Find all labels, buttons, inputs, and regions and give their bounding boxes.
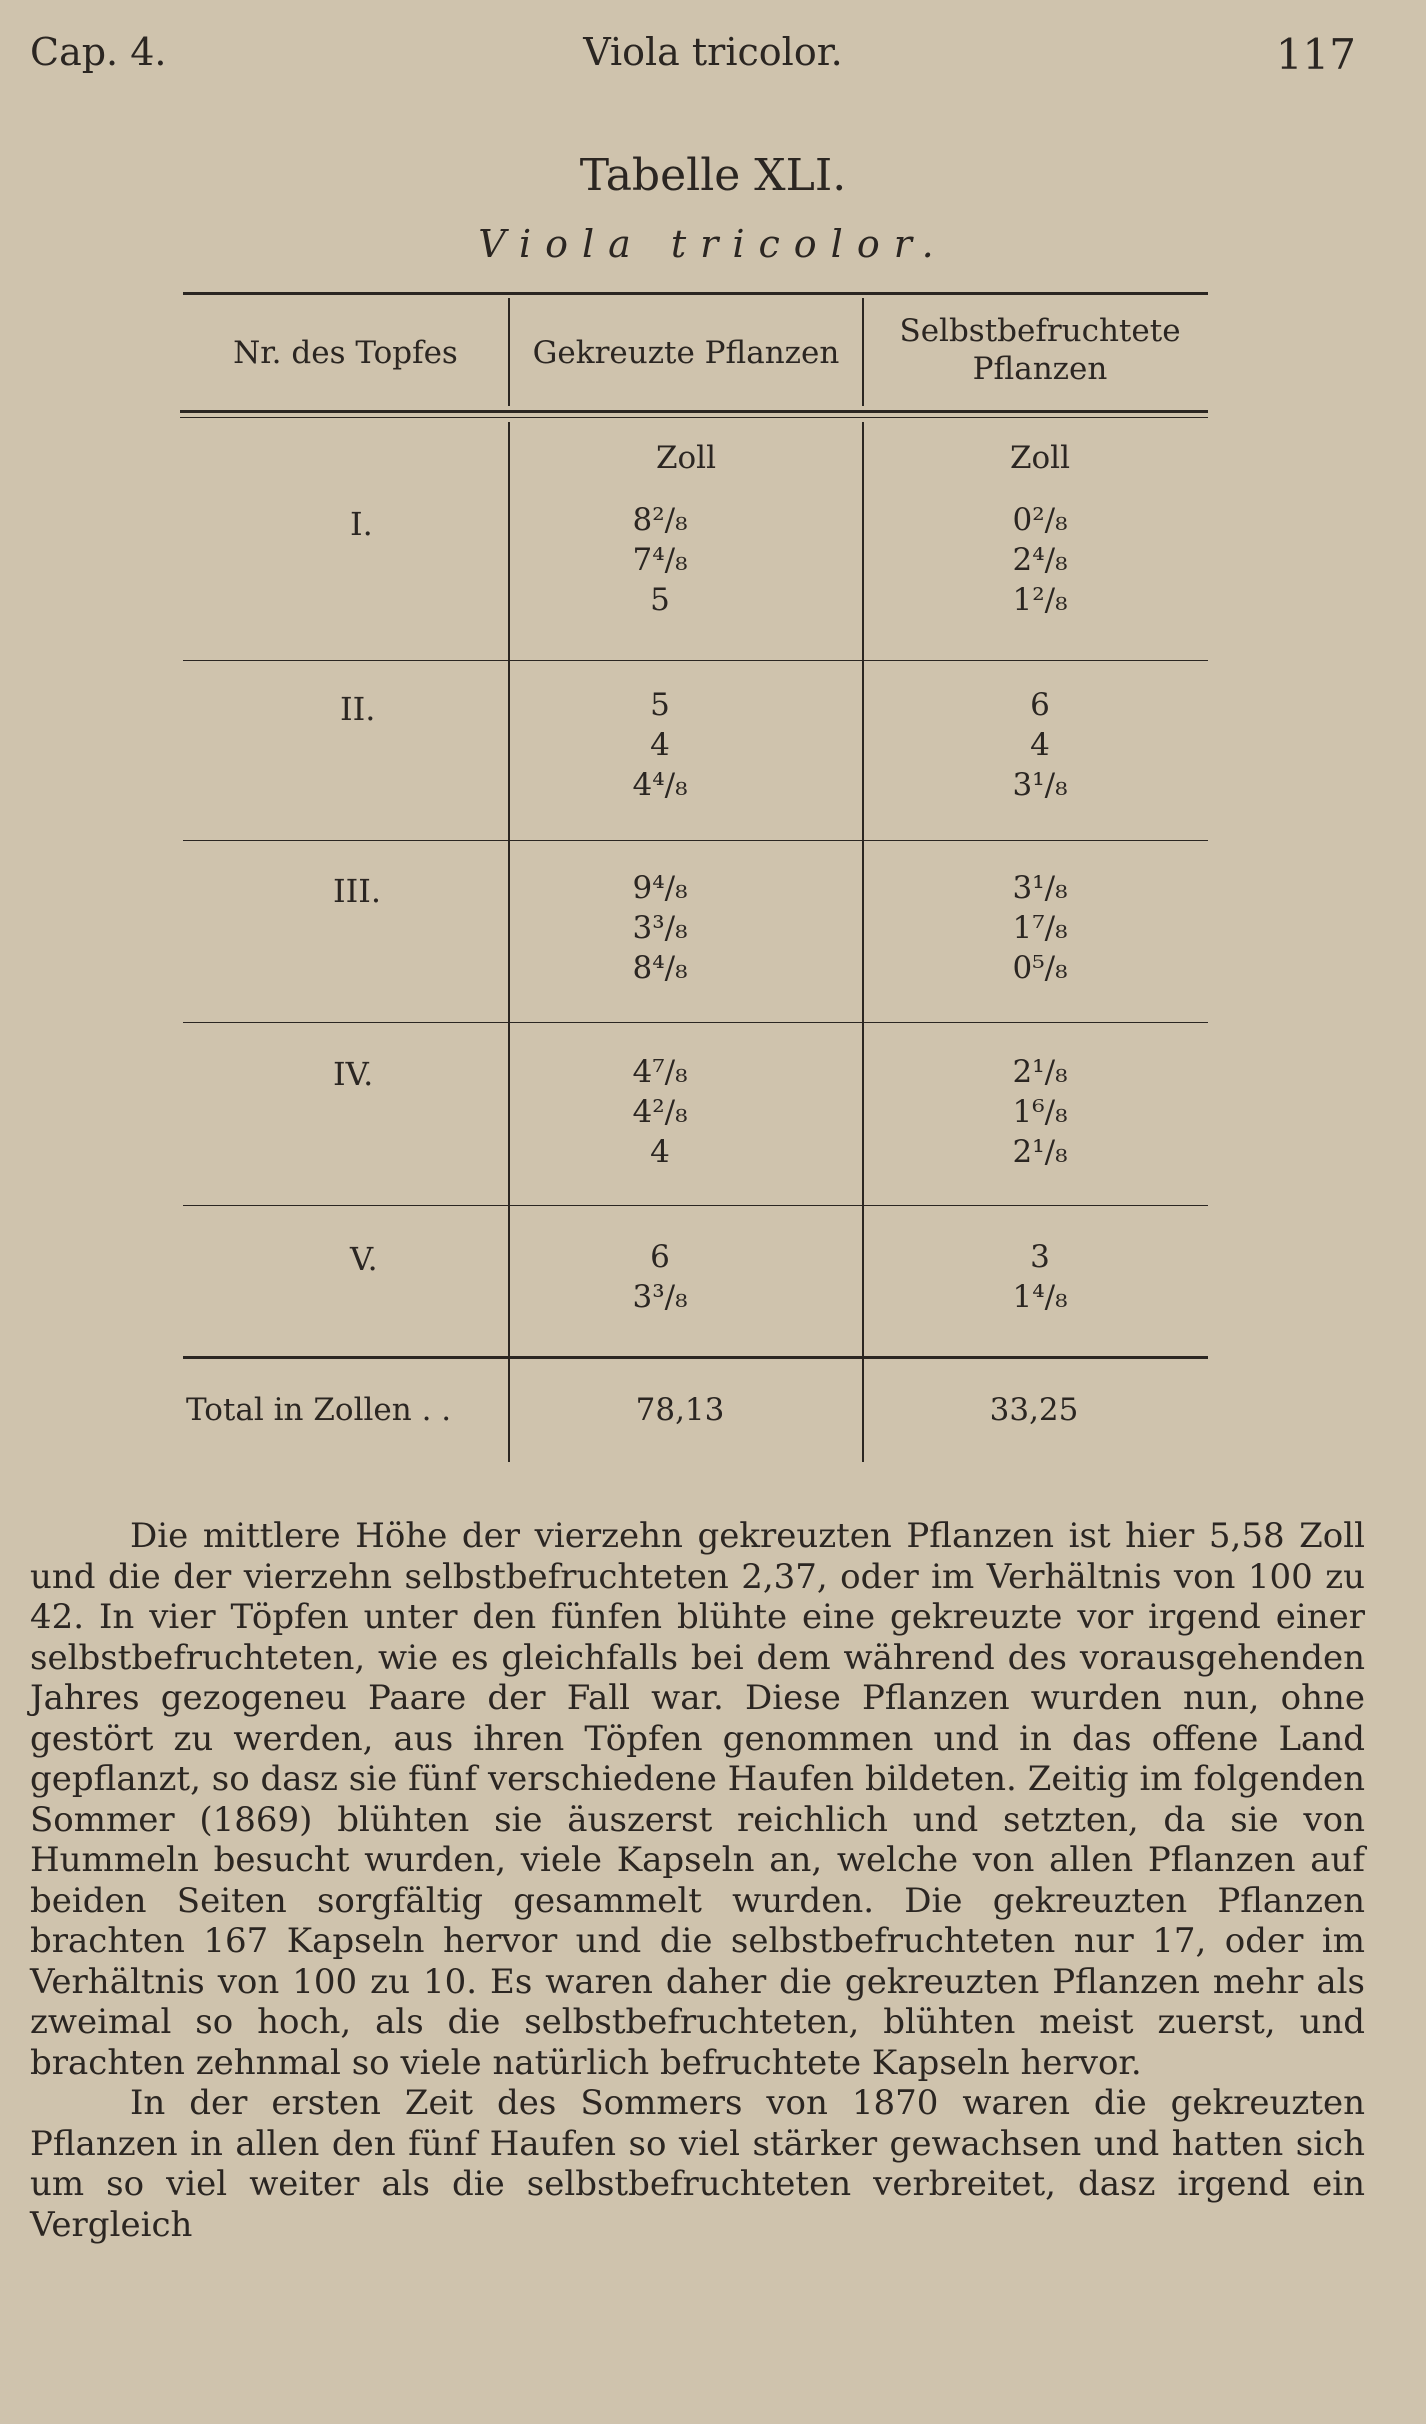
header-double-rule-2: [180, 417, 1208, 418]
self-value: 6: [1030, 687, 1050, 723]
total-self: 33,25: [989, 1392, 1079, 1428]
group-rule-3: [183, 1022, 1208, 1023]
unit-self: Zoll: [1009, 440, 1071, 476]
header-double-rule-1: [180, 410, 1208, 413]
table-top-rule: [183, 292, 1208, 295]
pot-label: III.: [333, 872, 382, 910]
unit-crossed: Zoll: [655, 440, 717, 476]
self-value: 0⁵/₈: [1012, 950, 1068, 986]
self-value: 0²/₈: [1012, 502, 1068, 538]
page-number: 117: [1275, 30, 1356, 79]
self-value: 1⁶/₈: [1012, 1094, 1068, 1130]
total-crossed: 78,13: [635, 1392, 725, 1428]
crossed-value: 4⁴/₈: [632, 767, 688, 803]
table-title: Tabelle XLI.: [579, 150, 847, 201]
paragraph: Die mittlere Höhe der vierzehn gekreuzten Pflanzen ist hier 5,58 Zoll und die der vierzehn selbstbefruchteten 2,37, oder im Verhältnis von 100 zu 42. In vier Töpfen unter den fünfen blühte eine gekreuzte vor irgend einer selbstbefruchteten, wie es gleichfalls bei dem während des vorausgehenden Jahres gezogeneu Paare der Fall war. Diese Pflanzen wurden nun, ohne gestört zu werden, aus ihren Töpfen genommen und in das offene Land gepflanzt, so dasz sie fünf verschiedene Haufen bildeten. Zeitig im folgenden Sommer (1869) blühten sie äuszerst reichlich und setzten, da sie von Hummeln besucht wurden, viele Kapseln an, welche von allen Pflanzen auf beiden Seiten sorgfältig gesammelt wurden. Die gekreuzten Pflanzen brachten 167 Kapseln hervor und die selbstbefruchteten nur 17, oder im Verhältnis von 100 zu 10. Es waren daher die gekreuzten Pflanzen mehr als zweimal so hoch, als die selbstbefruchteten, blühten meist zuerst, und brachten zehnmal so viele natürlich befruchtete Kapseln hervor.: [30, 1516, 1365, 2083]
crossed-value: 3³/₈: [632, 910, 688, 946]
crossed-value: 4⁷/₈: [632, 1054, 688, 1090]
self-value: 2⁴/₈: [1012, 542, 1068, 578]
table-subtitle: Viola tricolor.: [478, 222, 948, 266]
crossed-value: 4²/₈: [632, 1094, 688, 1130]
self-value: 4: [1030, 727, 1050, 763]
total-label: Total in Zollen . .: [186, 1392, 452, 1428]
crossed-value: 5: [650, 582, 670, 618]
column-header-self: Selbstbefruchtete Pflanzen: [899, 313, 1181, 387]
crossed-value: 8²/₈: [632, 502, 688, 538]
paragraph: In der ersten Zeit des Sommers von 1870 waren die gekreuzten Pflanzen in allen den fünf Haufen so viel stärker gewachsen und hatten sich um so viel weiter als die selbstbefruchteten verbreitet, dasz irgend ein Vergleich: [30, 2083, 1365, 2245]
crossed-value: 8⁴/₈: [632, 950, 688, 986]
crossed-value: 9⁴/₈: [632, 870, 688, 906]
self-value: 1²/₈: [1012, 582, 1068, 618]
crossed-value: 7⁴/₈: [632, 542, 688, 578]
header-divider-2: [862, 298, 864, 406]
self-value: 3¹/₈: [1012, 870, 1068, 906]
group-rule-1: [183, 660, 1208, 661]
crossed-value: 4: [650, 727, 670, 763]
group-rule-4: [183, 1205, 1208, 1206]
running-title: Viola tricolor.: [583, 30, 843, 74]
pot-label: V.: [350, 1240, 378, 1278]
body-text: [30, 1516, 1365, 2245]
column-header-crossed: Gekreuzte Pflanzen: [532, 335, 840, 371]
crossed-value: 4: [650, 1134, 670, 1170]
group-rule-2: [183, 840, 1208, 841]
pot-label: IV.: [333, 1055, 374, 1093]
total-rule: [183, 1356, 1208, 1359]
self-value: 3: [1030, 1239, 1050, 1275]
chapter-label: Cap. 4.: [30, 30, 167, 74]
self-value: 2¹/₈: [1012, 1134, 1068, 1170]
crossed-value: 5: [650, 687, 670, 723]
self-value: 2¹/₈: [1012, 1054, 1068, 1090]
self-value: 1⁴/₈: [1012, 1279, 1068, 1315]
crossed-value: 6: [650, 1239, 670, 1275]
self-value: 3¹/₈: [1012, 767, 1068, 803]
self-value: 1⁷/₈: [1012, 910, 1068, 946]
column-header-pot: Nr. des Topfes: [233, 335, 458, 371]
body-divider-2: [862, 422, 864, 1462]
crossed-value: 3³/₈: [632, 1279, 688, 1315]
pot-label: II.: [340, 690, 376, 728]
pot-label: I.: [350, 505, 373, 543]
